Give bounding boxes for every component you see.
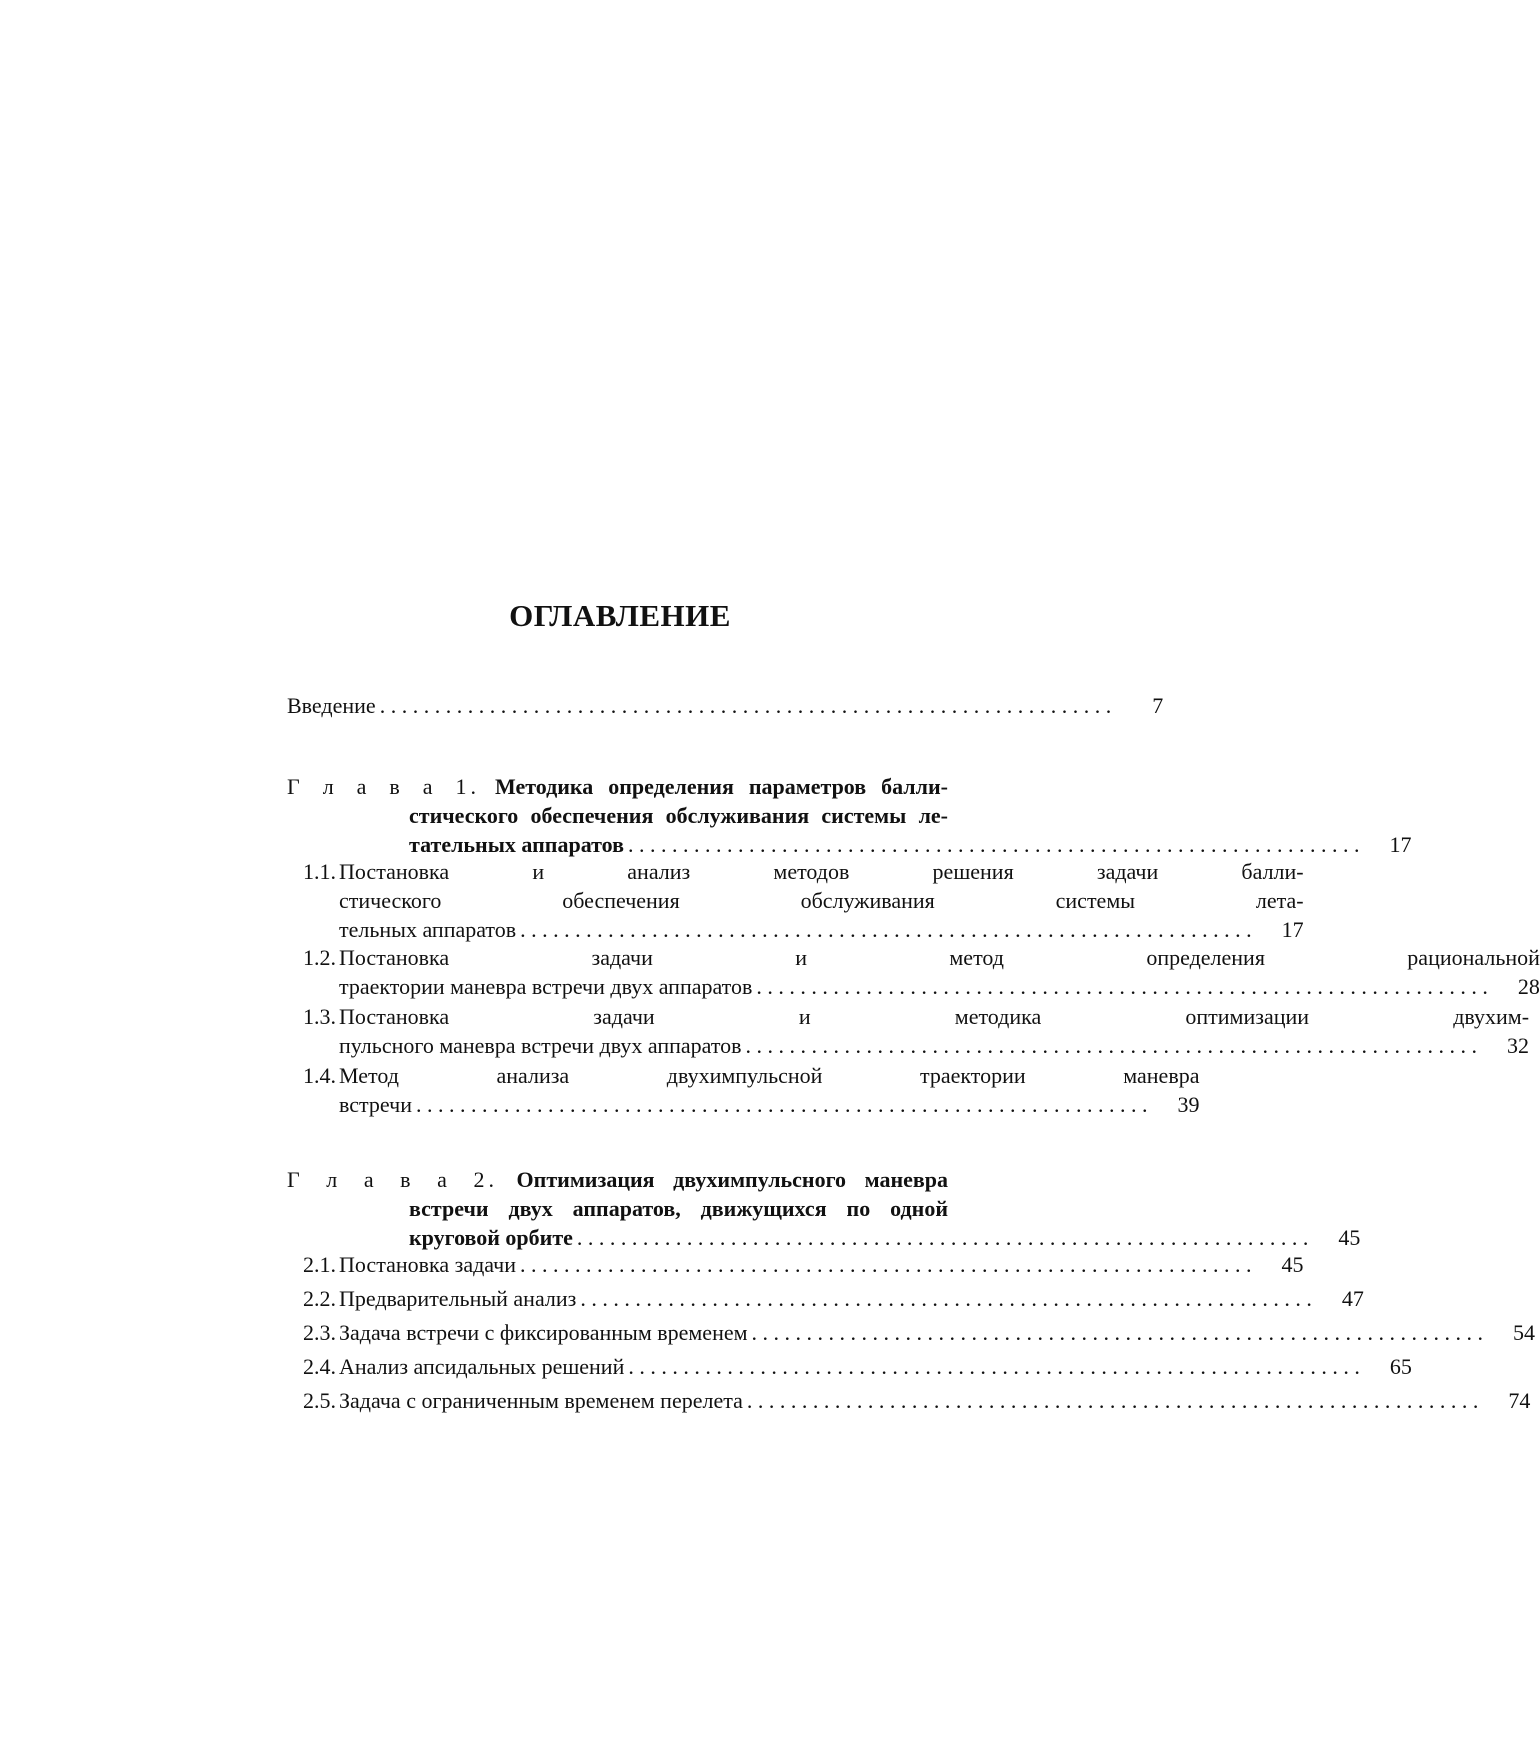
section-number: 2.3. bbox=[303, 1320, 336, 1345]
chapter-heading-line bbox=[287, 772, 948, 801]
toc-entry-intro[interactable] bbox=[287, 691, 1164, 720]
toc-entry-title: Введение bbox=[287, 693, 376, 718]
section-number: 1.2. bbox=[303, 945, 336, 970]
page-number: 74 bbox=[1508, 1388, 1531, 1413]
dot-leader bbox=[752, 1318, 1484, 1347]
chapter-title-line: тательных аппаратов bbox=[409, 832, 624, 857]
chapter-title-line: стического обеспечения обслуживания системы ле- bbox=[409, 803, 948, 828]
dot-leader bbox=[628, 1352, 1360, 1381]
page-number: 28 bbox=[1517, 974, 1540, 999]
chapter-label: Г л а в а 1. bbox=[287, 774, 480, 799]
page-number: 54 bbox=[1513, 1320, 1536, 1345]
toc-section-1-1[interactable] bbox=[287, 857, 1304, 944]
page-number: 45 bbox=[1338, 1225, 1361, 1250]
page-number: 17 bbox=[1281, 917, 1304, 942]
dot-leader bbox=[746, 1031, 1478, 1060]
toc-chapter-1[interactable] bbox=[287, 772, 1412, 859]
toc-section-1-4[interactable] bbox=[287, 1061, 1200, 1119]
section-title-line: Постановка задачи и метод определения рациональной bbox=[339, 945, 1540, 970]
dot-leader bbox=[416, 1090, 1148, 1119]
section-number: 1.1. bbox=[303, 859, 336, 884]
section-number: 2.4. bbox=[303, 1354, 336, 1379]
section-title-line: траектории маневра встречи двух аппаратов bbox=[339, 974, 753, 999]
section-title-line: стического обеспечения обслуживания системы лета- bbox=[339, 888, 1304, 913]
section-title-line: Метод анализа двухимпульсной траектории маневра bbox=[339, 1063, 1200, 1088]
dot-leader bbox=[520, 915, 1252, 944]
chapter-title-line: встречи двух аппаратов, движущихся по одной bbox=[409, 1196, 948, 1221]
section-number: 2.2. bbox=[303, 1286, 336, 1311]
section-title-line: встречи bbox=[339, 1092, 412, 1117]
chapter-label: Г л а в а 2. bbox=[287, 1167, 498, 1192]
toc-section-2-3[interactable] bbox=[287, 1318, 1536, 1347]
chapter-title-line: круговой орбите bbox=[409, 1225, 573, 1250]
chapter-title-line: Оптимизация двухимпульсного маневра bbox=[516, 1167, 949, 1192]
page-number: 45 bbox=[1281, 1252, 1304, 1277]
toc-section-1-3[interactable] bbox=[287, 1002, 1530, 1060]
toc-section-2-4[interactable] bbox=[287, 1352, 1412, 1381]
section-number: 2.5. bbox=[303, 1388, 336, 1413]
chapter-heading-last-line bbox=[287, 830, 1412, 859]
chapter-title-line: Методика определения параметров балли- bbox=[494, 774, 948, 799]
dot-leader bbox=[380, 691, 1112, 720]
page-number: 7 bbox=[1152, 693, 1164, 718]
toc-section-1-2[interactable] bbox=[287, 943, 1540, 1001]
chapter-heading-line bbox=[287, 1165, 948, 1194]
section-number: 1.3. bbox=[303, 1004, 336, 1029]
dot-leader bbox=[520, 1250, 1252, 1279]
section-title: Предварительный анализ bbox=[339, 1286, 577, 1311]
toc-section-2-2[interactable] bbox=[287, 1284, 1364, 1313]
section-title-line: Постановка и анализ методов решения задачи балли- bbox=[339, 859, 1304, 884]
chapter-heading-last-line bbox=[287, 1223, 1361, 1252]
dot-leader bbox=[577, 1223, 1309, 1252]
page-number: 65 bbox=[1389, 1354, 1412, 1379]
chapter-heading-line bbox=[287, 1194, 948, 1223]
dot-leader bbox=[747, 1386, 1479, 1415]
toc-section-2-1[interactable] bbox=[287, 1250, 1304, 1279]
page-number: 47 bbox=[1341, 1286, 1364, 1311]
page-number: 32 bbox=[1507, 1033, 1530, 1058]
section-title: Анализ апсидальных решений bbox=[339, 1354, 625, 1379]
dot-leader bbox=[628, 830, 1360, 859]
section-title-line: пульсного маневра встречи двух аппаратов bbox=[339, 1033, 742, 1058]
chapter-heading-line bbox=[287, 801, 948, 830]
section-title: Задача с ограниченным временем перелета bbox=[339, 1388, 743, 1413]
page-title: ОГЛАВЛЕНИЕ bbox=[509, 598, 731, 633]
page-number: 17 bbox=[1389, 832, 1412, 857]
section-title-line: тельных аппаратов bbox=[339, 917, 517, 942]
section-number: 2.1. bbox=[303, 1252, 336, 1277]
section-title: Постановка задачи bbox=[339, 1252, 516, 1277]
section-title-line: Постановка задачи и методика оптимизации двухим- bbox=[339, 1004, 1530, 1029]
page-number: 39 bbox=[1177, 1092, 1200, 1117]
section-title: Задача встречи с фиксированным временем bbox=[339, 1320, 748, 1345]
dot-leader bbox=[756, 972, 1488, 1001]
dot-leader bbox=[580, 1284, 1312, 1313]
toc-section-2-5[interactable] bbox=[287, 1386, 1531, 1415]
section-number: 1.4. bbox=[303, 1063, 336, 1088]
toc-chapter-2[interactable] bbox=[287, 1165, 1361, 1252]
